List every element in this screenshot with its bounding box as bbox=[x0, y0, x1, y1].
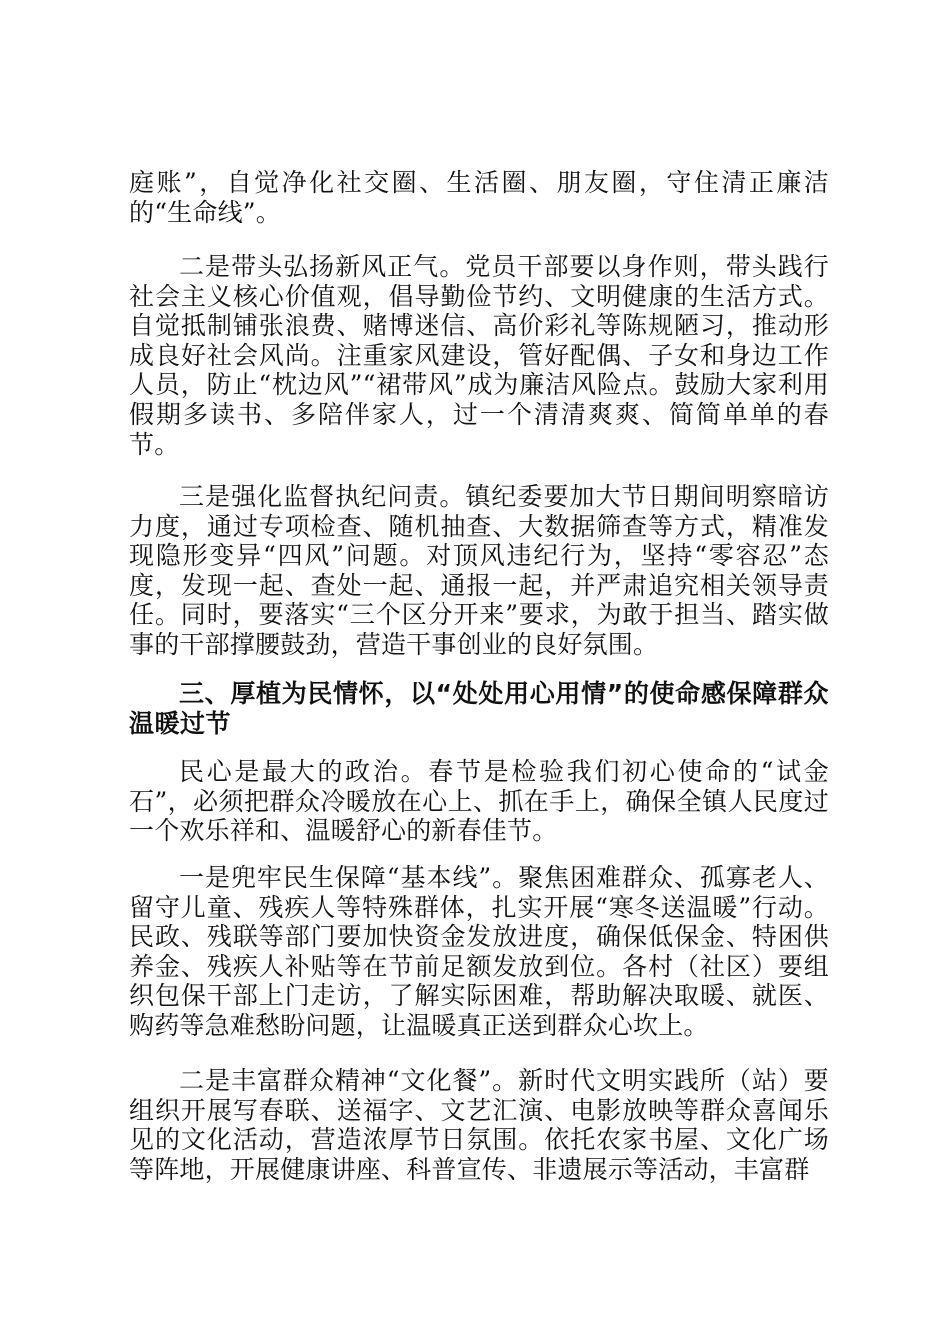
paragraph-culture: 二是丰富群众精神“文化餐”。新时代文明实践所（站）要组织开展写春联、送福字、文艺汇演、电影放映等群众喜闻乐见的文化活动，营造浓厚节日氛围。依托农家书屋、文化广场等阵地，开展健康讲座、科普宣传、非遗展示等活动，丰富群 bbox=[129, 1066, 829, 1184]
section-heading: 三、厚植为民情怀，以“处处用心用情”的使命感保障群众温暖过节 bbox=[129, 679, 829, 738]
paragraph-intro: 民心是最大的政治。春节是检验我们初心使命的“试金石”，必须把群众冷暖放在心上、抓在手上，确保全镇人民度过一个欢乐祥和、温暖舒心的新春佳节。 bbox=[129, 757, 829, 846]
paragraph-supervision: 三是强化监督执纪问责。镇纪委要加大节日期间明察暗访力度，通过专项检查、随机抽查、大数据筛查等方式，精准发现隐形变异“四风”问题。对顶风违纪行为，坚持“零容忍”态度，发现一起、查处一起、通报一起，并严肃追究相关领导责任。同时，要落实“三个区分开来”要求，为敢于担当、踏实做事的干部撑腰鼓劲，营造干事创业的良好氛围。 bbox=[129, 482, 829, 659]
paragraph-new-style: 二是带头弘扬新风正气。党员干部要以身作则，带头践行社会主义核心价值观，倡导勤俭节约、文明健康的生活方式。自觉抵制铺张浪费、赌博迷信、高价彩礼等陈规陋习，推动形成良好社会风尚。注重家风建设，管好配偶、子女和身边工作人员，防止“枕边风”“裙带风”成为廉洁风险点。鼓励大家利用假期多读书、多陪伴家人，过一个清清爽爽、简简单单的春节。 bbox=[129, 252, 829, 459]
paragraph-livelihood: 一是兜牢民生保障“基本线”。聚焦困难群众、孤寡老人、留守儿童、残疾人等特殊群体，扎实开展“寒冬送温暖”行动。民政、残联等部门要加快资金发放进度，确保低保金、特困供养金、残疾人补贴等在节前足额发放到位。各村（社区）要组织包保干部上门走访，了解实际困难，帮助解决取暖、就医、购药等急难愁盼问题，让温暖真正送到群众心坎上。 bbox=[129, 863, 829, 1040]
paragraph-continuation: 庭账”，自觉净化社交圈、生活圈、朋友圈，守住清正廉洁的“生命线”。 bbox=[129, 168, 829, 227]
